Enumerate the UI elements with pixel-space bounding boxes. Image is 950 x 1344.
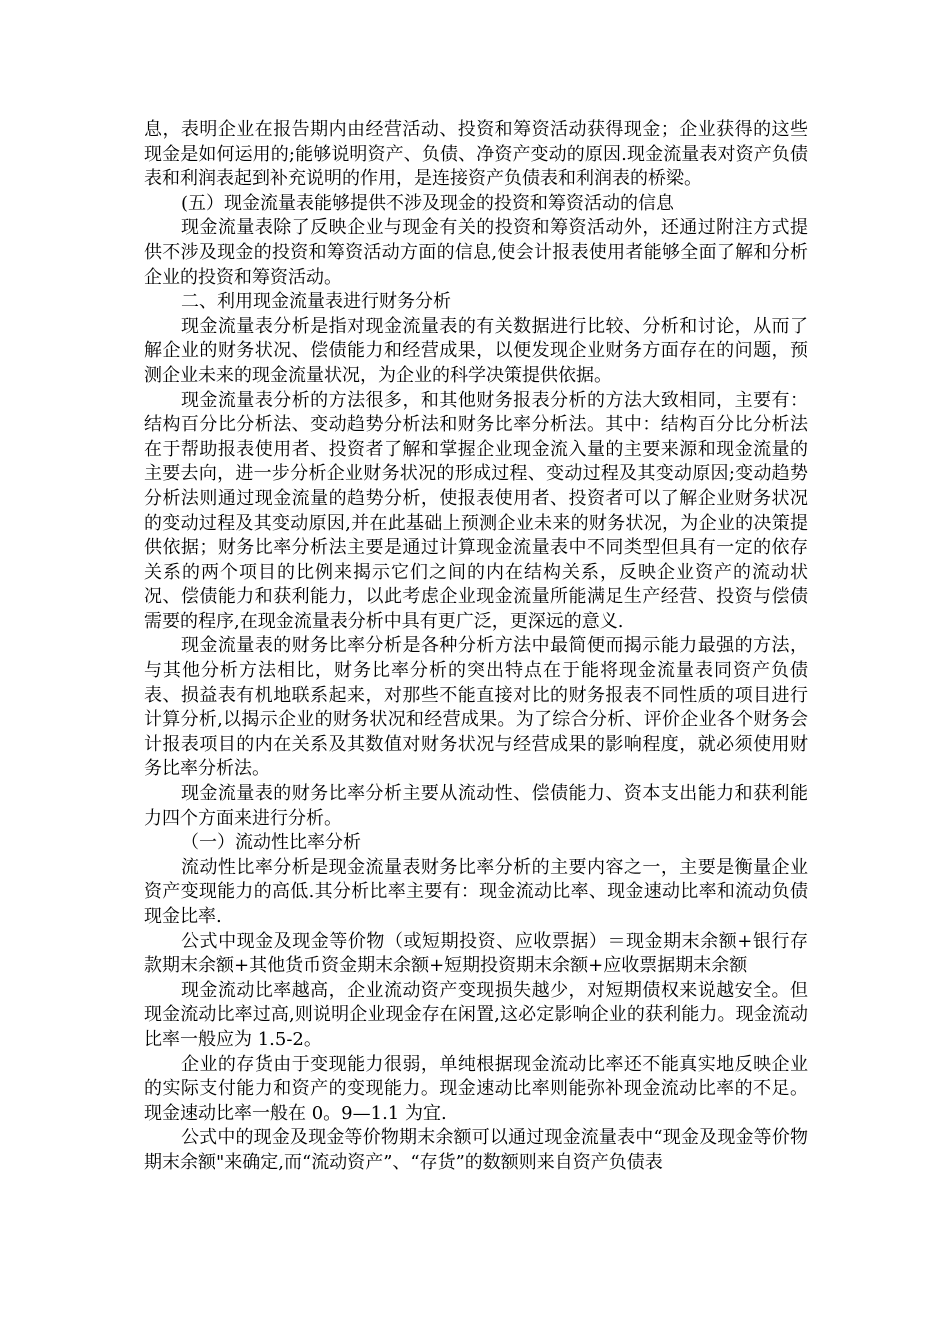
paragraph: 企业的存货由于变现能力很弱，单纯根据现金流动比率还不能真实地反映企业的实际支付能力和资产的变现能力。现金速动比率则能弥补现金流动比率的不足。现金速动比率一般在 0。9—1.1 为宜. <box>144 1053 808 1124</box>
section-heading-5: (五）现金流量表能够提供不涉及现金的投资和筹资活动的信息 <box>181 192 675 214</box>
paragraph: 现金流量表分析的方法很多，和其他财务报表分析的方法大致相同，主要有：结构百分比分析法、变动趋势分析法和财务比率分析法。其中：结构百分比分析法在于帮助报表使用者、投资者了解和掌握企业现金流入量的主要来源和现金流量的主要去向，进一步分析企业财务状况的形成过程、变动过程及其变动原因;变动趋势分析法则通过现金流量的趋势分析，使报表使用者、投资者可以了解企业财务状况的变动过程及其变动原因,并在此基础上预测企业未来的财务状况，为企业的决策提供依据；财务比率分析法主要是通过计算现金流量表中不同类型但具有一定的依存关系的两个项目的比例来揭示它们之间的内在结构关系，反映企业资产的流动状况、偿债能力和获利能力，以此考虑企业现金流量所能满足生产经营、投资与偿债需要的程序,在现金流量表分析中具有更广泛，更深远的意义. <box>144 389 808 632</box>
paragraph: 现金流量表分析是指对现金流量表的有关数据进行比较、分析和讨论，从而了解企业的财务状况、偿债能力和经营成果，以便发现企业财务方面存在的问题，预测企业未来的现金流量状况，为企业的科学决策提供依据。 <box>144 315 808 386</box>
paragraph: 公式中现金及现金等价物（或短期投资、应收票据）＝现金期末余额+银行存款期末余额+其他货币资金期末余额+短期投资期末余额+应收票据期末余额 <box>144 930 808 977</box>
paragraph: 公式中的现金及现金等价物期末余额可以通过现金流量表中“现金及现金等价物期末余额"来确定,而“流动资产”、“存货”的数额则来自资产负债表 <box>144 1127 808 1173</box>
paragraph: 现金流量表的财务比率分析是各种分析方法中最简便而揭示能力最强的方法，与其他分析方法相比，财务比率分析的突出特点在于能将现金流量表同资产负债表、损益表有机地联系起来，对那些不能直接对比的财务报表不同性质的项目进行计算分析,以揭示企业的财务状况和经营成果。为了综合分析、评价企业各个财务会计报表项目的内在关系及其数值对财务状况与经营成果的影响程度，就必须使用财务比率分析法。 <box>144 635 808 780</box>
section-heading-1: （一）流动性比率分析 <box>181 832 361 854</box>
paragraph: 现金流动比率越高，企业流动资产变现损失越少，对短期债权来说越安全。但现金流动比率过高,则说明企业现金存在闲置,这必定影响企业的获利能力。现金流动比率一般应为 1.5-2。 <box>144 979 808 1050</box>
document-body <box>144 118 808 1176</box>
paragraph: 流动性比率分析是现金流量表财务比率分析的主要内容之一，主要是衡量企业资产变现能力的高低.其分析比率主要有：现金流动比率、现金速动比率和流动负债现金比率. <box>144 856 808 927</box>
paragraph-continuation: 息，表明企业在报告期内由经营活动、投资和筹资活动获得现金；企业获得的这些现金是如何运用的;能够说明资产、负债、净资产变动的原因.现金流量表对资产负债表和利润表起到补充说明的作用，是连接资产负债表和利润表的桥梁。 <box>144 119 808 190</box>
paragraph: 现金流量表的财务比率分析主要从流动性、偿债能力、资本支出能力和获利能力四个方面来进行分析。 <box>144 783 808 829</box>
section-heading-2: 二、利用现金流量表进行财务分析 <box>181 291 451 313</box>
paragraph: 现金流量表除了反映企业与现金有关的投资和筹资活动外，还通过附注方式提供不涉及现金的投资和筹资活动方面的信息,使会计报表使用者能够全面了解和分析企业的投资和筹资活动。 <box>144 217 808 288</box>
